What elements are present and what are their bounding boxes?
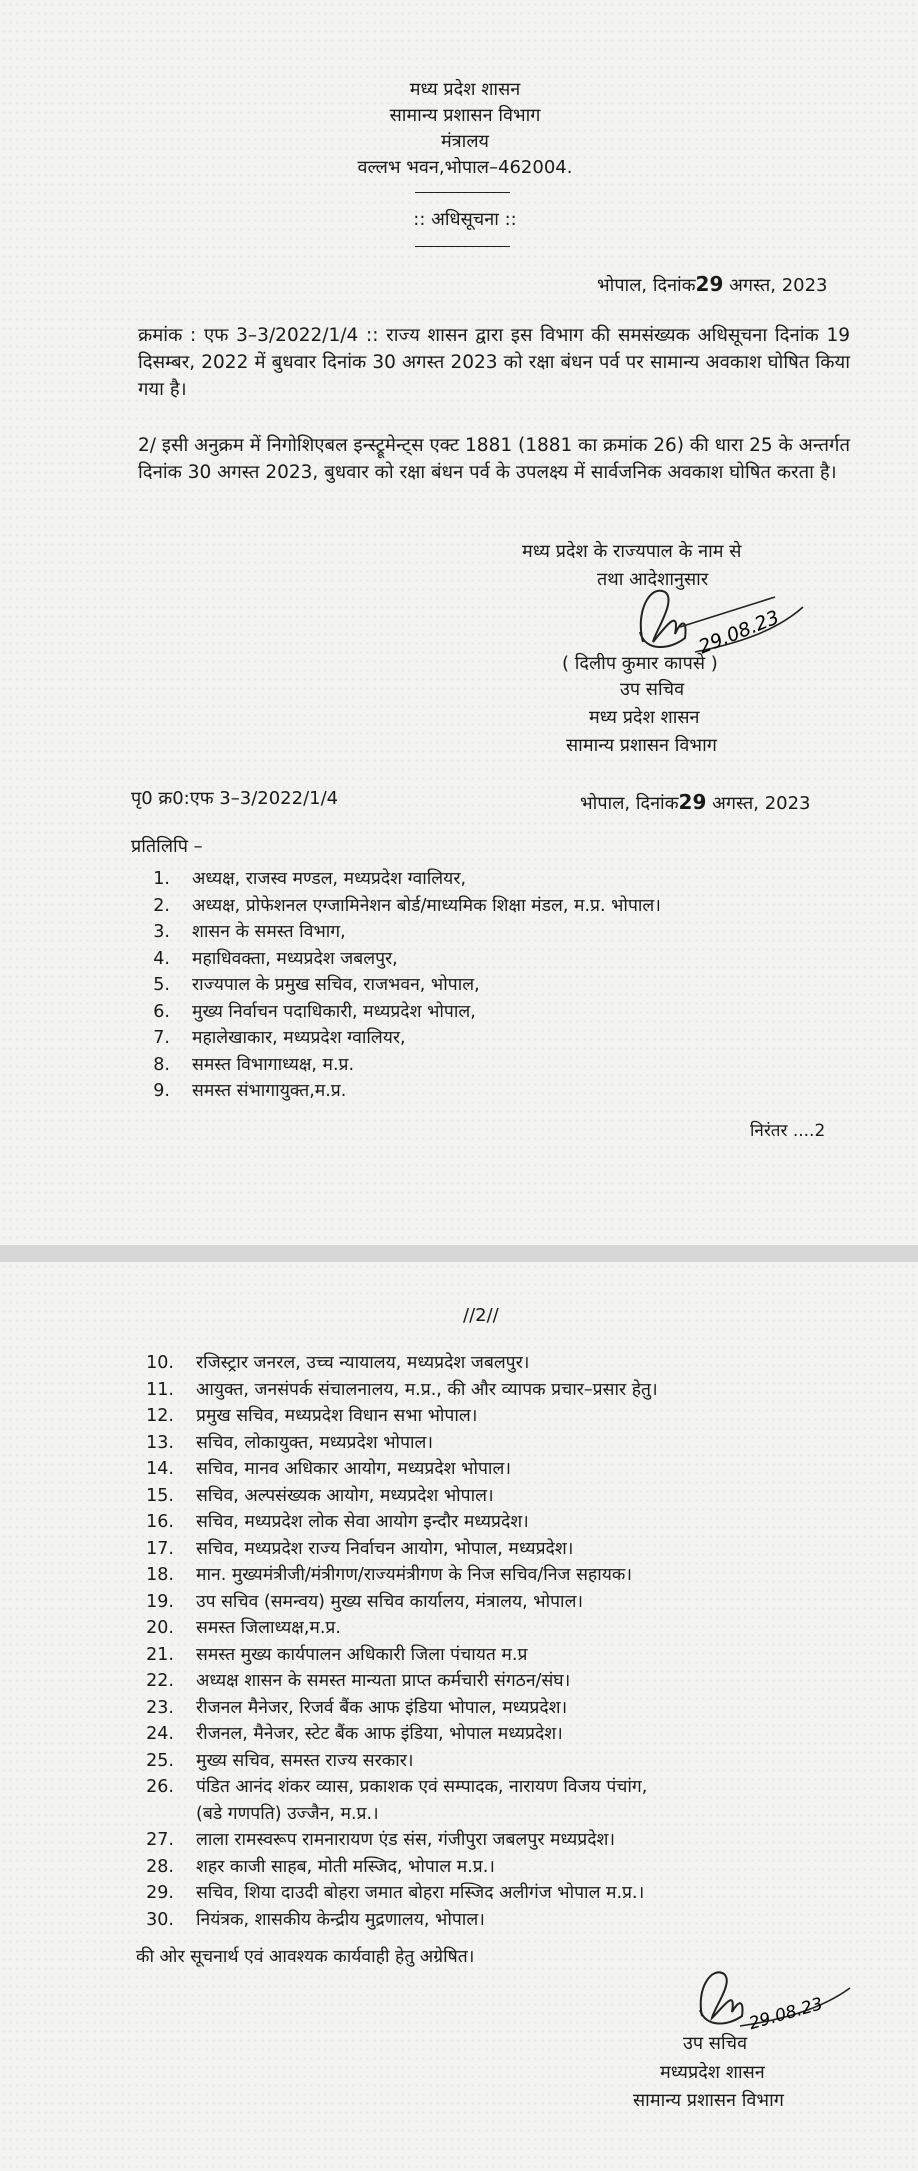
- list-item: [134, 1350, 874, 1377]
- copy-list-page-2: [134, 1350, 874, 1933]
- list-item: [134, 1880, 874, 1907]
- list-item: [134, 1562, 874, 1589]
- list-item-text-line: आयुक्त, जनसंपर्क संचालनालय, म.प्र., की और व्यापक प्रचार–प्रसार हेतु।: [196, 1379, 658, 1400]
- divider: [415, 246, 510, 247]
- list-item-number: 3.: [153, 922, 170, 942]
- list-item-number: 2.: [153, 895, 170, 916]
- signature-1-line-2: तथा आदेशानुसार: [597, 569, 709, 590]
- list-item-text-line: रीजनल मैनेजर, रिजर्व बैंक आफ इंडिया भोपाल, मध्यप्रदेश।: [196, 1697, 568, 1718]
- list-item-text-line: सचिव, मानव अधिकार आयोग, मध्यप्रदेश भोपाल।: [196, 1459, 511, 1479]
- list-item-number: 29.: [146, 1883, 174, 1903]
- list-item-text: [196, 1536, 573, 1563]
- handwritten-signature-2: [690, 1958, 860, 2038]
- signatory-2-office-1: मध्यप्रदेश शासन: [660, 2062, 765, 2083]
- list-item: [130, 866, 870, 893]
- list-item-number: 22.: [146, 1671, 174, 1691]
- list-item-text: [196, 1854, 495, 1881]
- list-item: [134, 1748, 874, 1775]
- list-item: [134, 1456, 874, 1483]
- list-item-text-line: अध्यक्ष, प्रोफेशनल एग्जामिनेशन बोर्ड/माध्यमिक शिक्षा मंडल, म.प्र. भोपाल।: [192, 895, 661, 916]
- list-item-text-line: सचिव, मध्यप्रदेश राज्य निर्वाचन आयोग, भोपाल, मध्यप्रदेश।: [196, 1538, 574, 1559]
- list-item: [134, 1430, 874, 1457]
- list-item-text: [196, 1509, 529, 1536]
- list-item: [130, 972, 870, 999]
- list-item-text-continuation: (बडे गणपति) उज्जैन, म.प्र.।: [196, 1803, 379, 1824]
- list-item-number: 1.: [153, 869, 170, 889]
- list-item-text: [192, 946, 398, 973]
- list-item-number: 6.: [153, 1001, 170, 1022]
- list-item-number: 23.: [146, 1697, 174, 1718]
- list-item: [134, 1774, 874, 1827]
- list-item-text-line: मुख्य निर्वाचन पदाधिकारी, मध्यप्रदेश भोपाल,: [192, 1001, 476, 1022]
- list-item-text: [196, 1403, 477, 1430]
- list-item-text-line: उप सचिव (समन्वय) मुख्य सचिव कार्यालय, मंत्रालय, भोपाल।: [196, 1591, 584, 1612]
- list-item-number: 12.: [146, 1406, 174, 1426]
- closing-line: की ओर सूचनार्थ एवं आवश्यक कार्यवाही हेतु अग्रेषित।: [136, 1947, 475, 1967]
- list-item-number: 5.: [153, 975, 170, 995]
- list-item-text: [196, 1880, 644, 1907]
- list-item: [130, 1052, 870, 1079]
- list-item-text-line: अध्यक्ष शासन के समस्त मान्यता प्राप्त कर्मचारी संगठन/संघ।: [196, 1671, 571, 1691]
- list-item-number: 30.: [146, 1909, 174, 1930]
- endorsement-date: भोपाल, दिनांक29 अगस्त, 2023: [580, 790, 811, 814]
- list-item: [134, 1854, 874, 1881]
- continued-note: निरंतर ....2: [750, 1121, 826, 1141]
- list-item-text: [196, 1562, 632, 1589]
- list-item-number: 26.: [146, 1777, 174, 1797]
- paragraph-2: 2/ इसी अनुक्रम में निगोशिएबल इन्स्ट्रूमेन्ट्स एक्ट 1881 (1881 का क्रमांक 26) की धारा 25 के अन्तर्गत दिनांक 30 अगस्त 2023, बुधवार को रक्षा बंधन पर्व के उपलक्ष्य में सार्वजनिक अवकाश घोषित करता है।: [138, 435, 850, 483]
- list-item-text-line: सचिव, लोकायुक्त, मध्यप्रदेश भोपाल।: [196, 1432, 434, 1453]
- list-item-text: [192, 866, 466, 893]
- list-item-text-line: समस्त विभागाध्यक्ष, म.प्र.: [192, 1054, 355, 1075]
- list-item: [134, 1668, 874, 1695]
- issue-date: भोपाल, दिनांक29 अगस्त, 2023: [597, 272, 828, 296]
- list-item-text-line: मान. मुख्यमंत्रीजी/मंत्रीगण/राज्यमंत्रीगण के निज सचिव/निज सहायक।: [196, 1565, 632, 1585]
- list-item-text: [196, 1350, 529, 1377]
- list-item: [134, 1615, 874, 1642]
- list-item: [130, 919, 870, 946]
- signature-1-date: 29.08.23: [695, 606, 783, 659]
- list-item-text-line: राज्यपाल के प्रमुख सचिव, राजभवन, भोपाल,: [192, 975, 480, 995]
- signatory-office-2: सामान्य प्रशासन विभाग: [566, 735, 717, 756]
- list-item: [134, 1509, 874, 1536]
- list-item-text-line: सचिव, शिया दाउदी बोहरा जमात बोहरा मस्जिद अलीगंज भोपाल म.प्र.।: [196, 1883, 645, 1903]
- list-item: [134, 1403, 874, 1430]
- list-item-number: 7.: [153, 1028, 170, 1048]
- list-item: [130, 1025, 870, 1052]
- list-item-text-line: प्रमुख सचिव, मध्यप्रदेश विधान सभा भोपाल।: [196, 1406, 478, 1426]
- list-item-number: 24.: [146, 1724, 174, 1744]
- list-item-number: 18.: [146, 1565, 174, 1585]
- list-item-text-line: शहर काजी साहब, मोती मस्जिद, भोपाल म.प्र.।: [196, 1856, 495, 1877]
- signatory-office-1: मध्य प्रदेश शासन: [589, 707, 700, 728]
- list-item-text: [196, 1615, 341, 1642]
- signatory-name: ( दिलीप कुमार कापसे ): [562, 653, 718, 674]
- signatory-designation: उप सचिव: [620, 679, 685, 700]
- list-item-text: [192, 1025, 406, 1052]
- list-item: [134, 1589, 874, 1616]
- list-item: [134, 1536, 874, 1563]
- document-title: :: अधिसूचना ::: [413, 209, 517, 230]
- list-item-text-line: रजिस्ट्रार जनरल, उच्च न्यायालय, मध्यप्रदेश जबलपुर।: [196, 1353, 530, 1373]
- list-item: [134, 1642, 874, 1669]
- list-item-number: 27.: [146, 1830, 174, 1850]
- list-item-text: [196, 1642, 527, 1669]
- page-number-marker: //2//: [463, 1305, 499, 1326]
- list-item-text: [192, 1052, 354, 1079]
- list-item-text-line: मुख्य सचिव, समस्त राज्य सरकार।: [196, 1750, 414, 1771]
- list-item-number: 14.: [146, 1459, 174, 1479]
- list-item-number: 21.: [146, 1644, 174, 1665]
- list-item: [130, 946, 870, 973]
- list-item: [134, 1695, 874, 1722]
- signature-1-line-1: मध्य प्रदेश के राज्यपाल के नाम से: [522, 541, 742, 562]
- list-item: [130, 893, 870, 920]
- list-item-text-line: रीजनल, मैनेजर, स्टेट बैंक आफ इंडिया, भोपाल मध्यप्रदेश।: [196, 1724, 563, 1744]
- list-item-text: [196, 1668, 570, 1695]
- list-item-text: [196, 1589, 583, 1616]
- list-item-number: 28.: [146, 1856, 174, 1877]
- header-line-3: मंत्रालय: [440, 131, 489, 152]
- list-item-number: 25.: [146, 1750, 174, 1771]
- list-item-text: [196, 1748, 414, 1775]
- list-item-text: [196, 1774, 647, 1827]
- list-item-text-line: अध्यक्ष, राजस्व मण्डल, मध्यप्रदेश ग्वालियर,: [192, 869, 467, 889]
- copy-to-label: प्रतिलिपि –: [131, 836, 203, 857]
- list-item-text-line: पंडित आनंद शंकर व्यास, प्रकाशक एवं सम्पादक, नारायण विजय पंचांग,: [196, 1777, 648, 1797]
- list-item-number: 9.: [153, 1081, 170, 1101]
- endorsement-number: पृ0 क्र0:एफ 3–3/2022/1/4: [131, 788, 339, 809]
- list-item-text: [192, 972, 480, 999]
- list-item-text-line: समस्त मुख्य कार्यपालन अधिकारी जिला पंचायत म.प्र: [196, 1644, 528, 1665]
- list-item-text-line: नियंत्रक, शासकीय केन्द्रीय मुद्रणालय, भोपाल।: [196, 1909, 485, 1930]
- list-item-number: 20.: [146, 1618, 174, 1638]
- list-item-text-line: समस्त जिलाध्यक्ष,म.प्र.: [196, 1618, 341, 1638]
- header-line-2: सामान्य प्रशासन विभाग: [389, 105, 541, 126]
- signature-2-date: 29.08.23: [746, 1994, 826, 2035]
- list-item-number: 11.: [146, 1379, 174, 1400]
- list-item-number: 13.: [146, 1432, 174, 1453]
- list-item: [134, 1483, 874, 1510]
- list-item-number: 10.: [146, 1353, 174, 1373]
- header-line-1: मध्य प्रदेश शासन: [409, 79, 521, 100]
- list-item-number: 17.: [146, 1538, 174, 1559]
- list-item-number: 19.: [146, 1591, 174, 1612]
- list-item-text: [192, 893, 661, 920]
- list-item-text-line: महाधिवक्ता, मध्यप्रदेश जबलपुर,: [192, 948, 398, 969]
- list-item-text: [196, 1827, 615, 1854]
- list-item-text-line: महालेखाकार, मध्यप्रदेश ग्वालियर,: [192, 1028, 406, 1048]
- list-item-text-line: शासन के समस्त विभाग,: [192, 922, 346, 942]
- list-item-text: [196, 1695, 567, 1722]
- list-item-text: [196, 1907, 485, 1934]
- list-item-number: 4.: [153, 948, 170, 969]
- list-item-text: [192, 919, 346, 946]
- list-item-text: [192, 1078, 346, 1105]
- list-item: [134, 1907, 874, 1934]
- list-item: [134, 1377, 874, 1404]
- copy-list-page-1: [130, 866, 870, 1105]
- signatory-2-office-2: सामान्य प्रशासन विभाग: [633, 2090, 784, 2111]
- list-item-text: [196, 1430, 433, 1457]
- list-item: [134, 1827, 874, 1854]
- list-item-number: 16.: [146, 1512, 174, 1532]
- list-item-text: [196, 1721, 563, 1748]
- page-2: [0, 1262, 918, 2171]
- list-item-text: [192, 999, 476, 1026]
- list-item-number: 15.: [146, 1485, 174, 1506]
- list-item-text: [196, 1483, 494, 1510]
- list-item-number: 8.: [153, 1054, 170, 1075]
- header-line-4: वल्लभ भवन,भोपाल–462004.: [357, 157, 573, 178]
- list-item-text-line: समस्त संभागायुक्त,म.प्र.: [192, 1081, 347, 1101]
- list-item-text-line: सचिव, मध्यप्रदेश लोक सेवा आयोग इन्दौर मध्यप्रदेश।: [196, 1512, 529, 1532]
- signatory-2-designation: उप सचिव: [683, 2033, 748, 2054]
- list-item-text-line: सचिव, अल्पसंख्यक आयोग, मध्यप्रदेश भोपाल।: [196, 1485, 494, 1506]
- list-item-text-line: लाला रामस्वरूप रामनारायण एंड संस, गंजीपुरा जबलपुर मध्यप्रदेश।: [196, 1830, 616, 1850]
- list-item: [130, 999, 870, 1026]
- list-item-text: [196, 1456, 511, 1483]
- list-item-text: [196, 1377, 658, 1404]
- divider: [415, 192, 510, 193]
- paragraph-1: क्रमांक : एफ 3–3/2022/1/4 :: राज्य शासन द्वारा इस विभाग की समसंख्यक अधिसूचना दिनांक 19 दिसम्बर, 2022 में बुधवार दिनांक 30 अगस्त 2023 को रक्षा बंधन पर्व पर सामान्य अवकाश घोषित किया गया है।: [138, 325, 850, 400]
- list-item: [134, 1721, 874, 1748]
- list-item: [130, 1078, 870, 1105]
